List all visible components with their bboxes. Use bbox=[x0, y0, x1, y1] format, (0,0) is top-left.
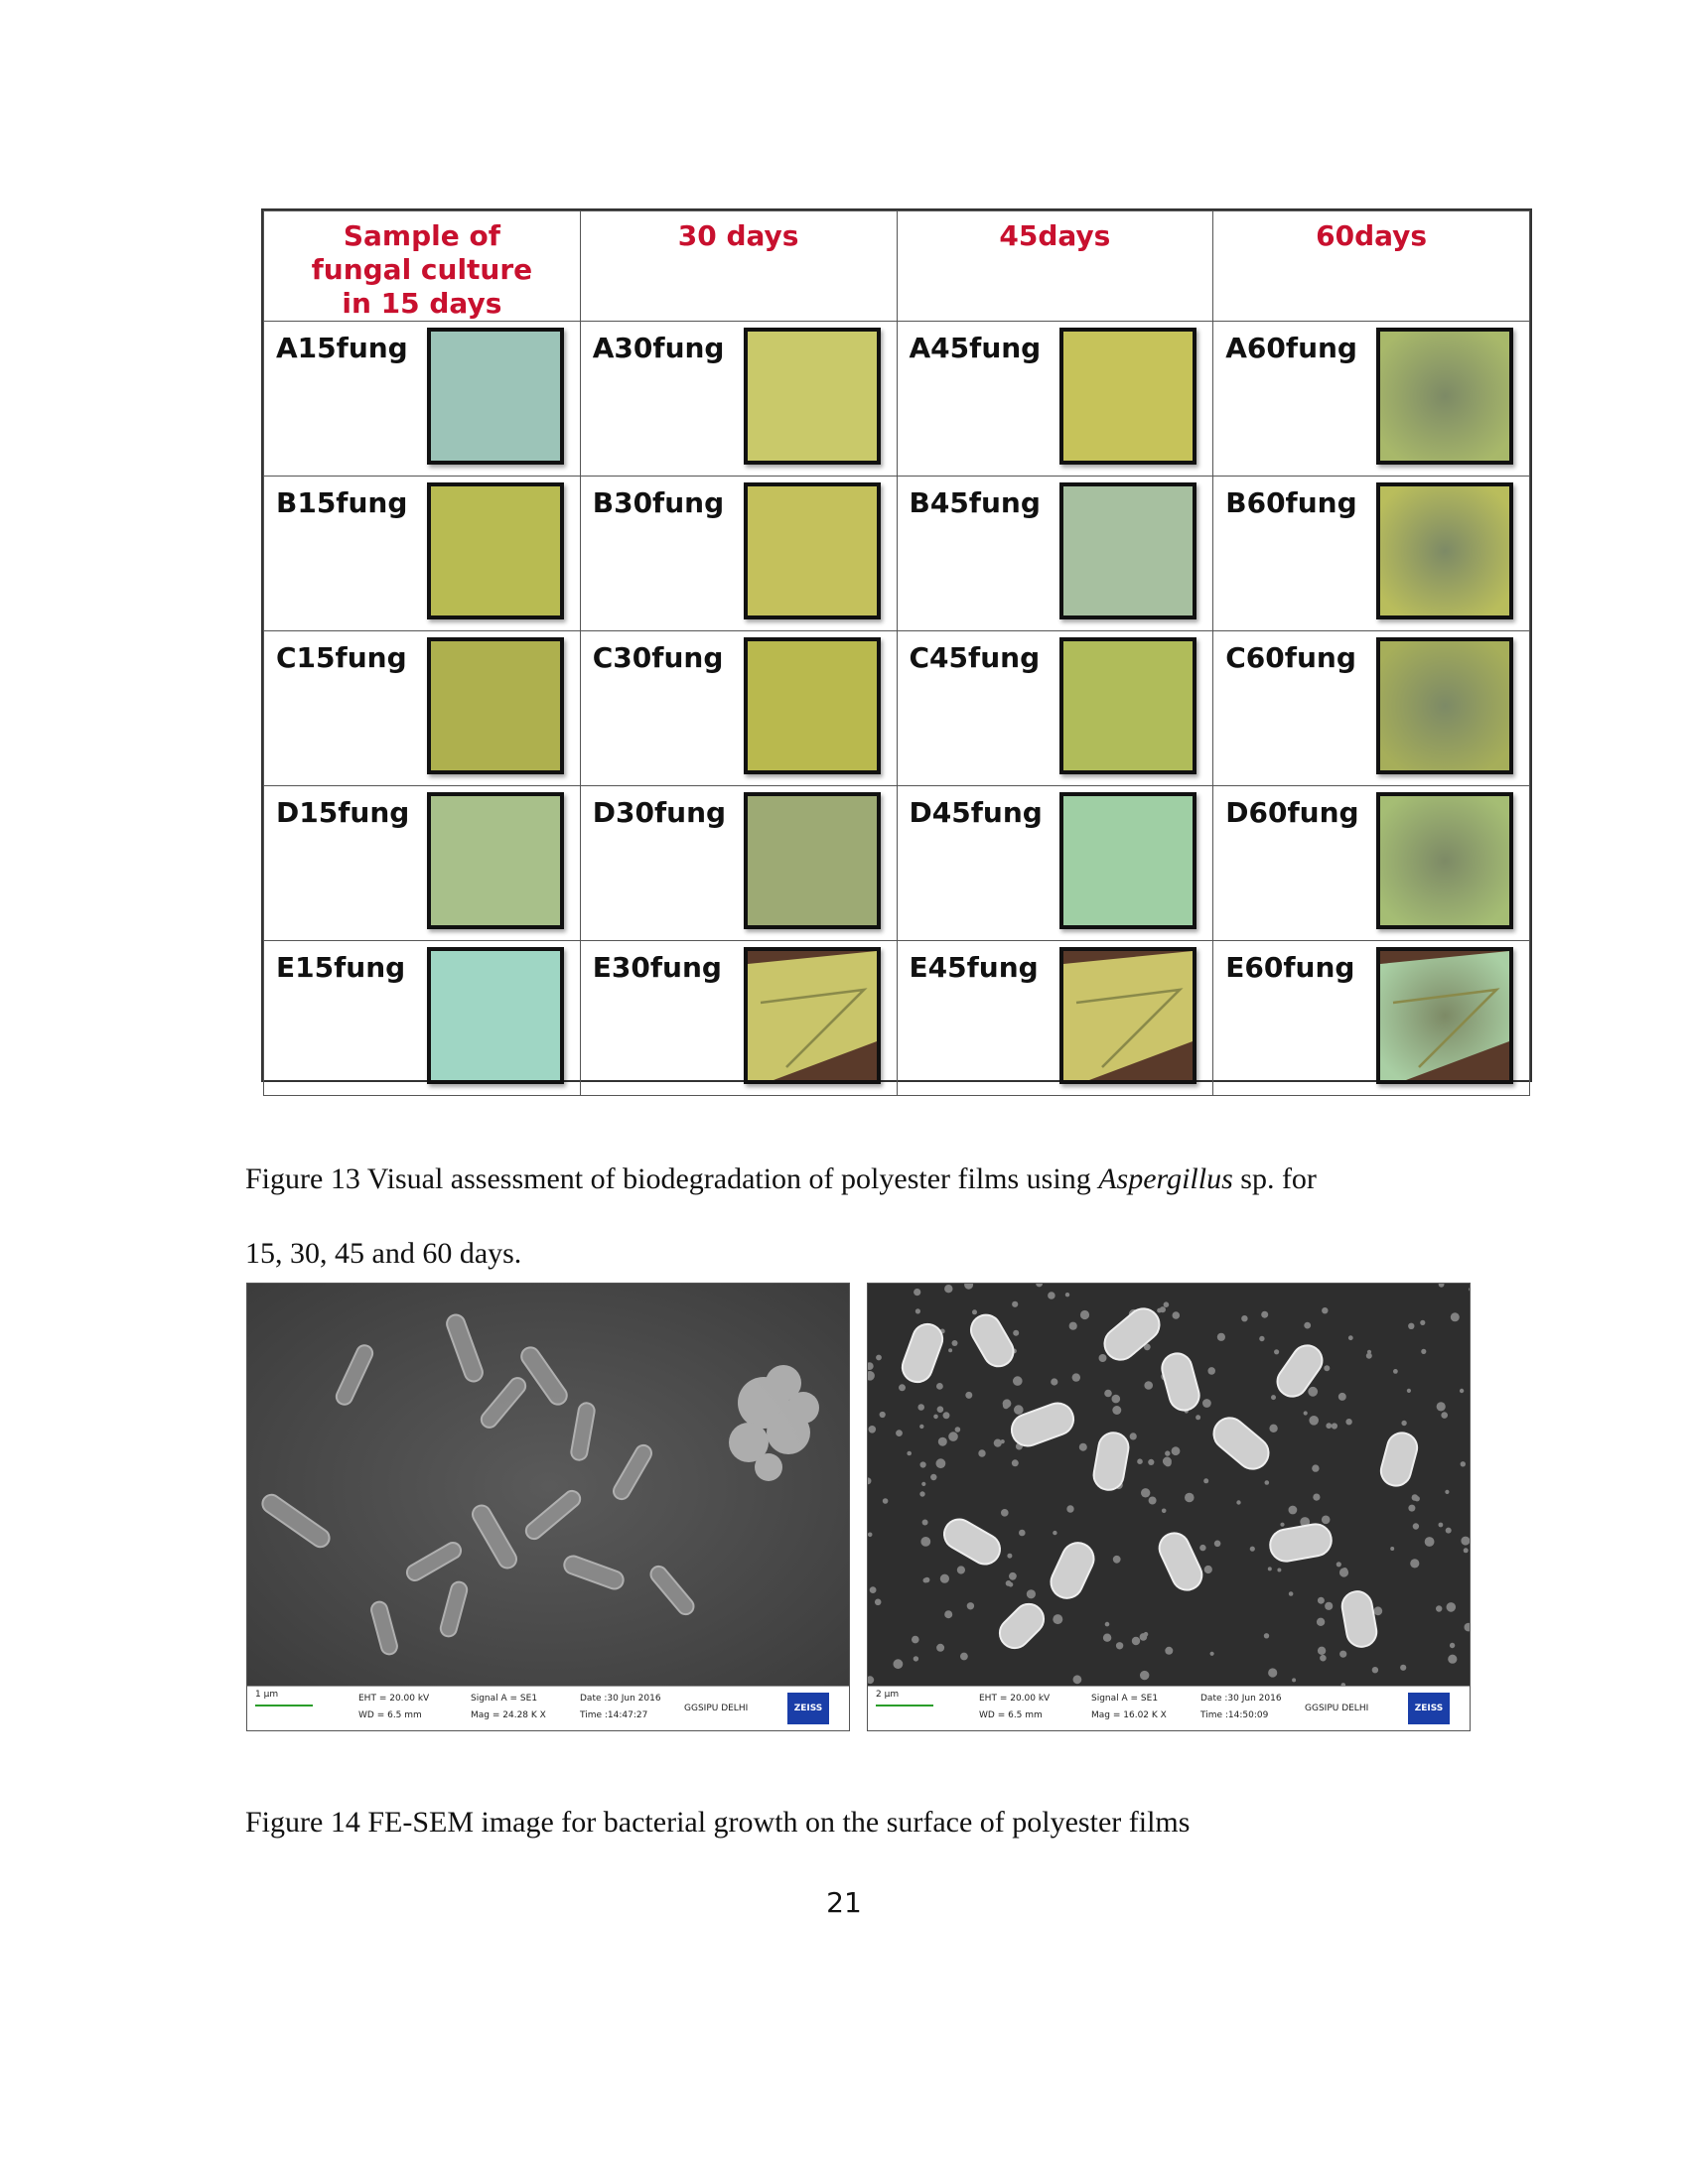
sample-photo bbox=[744, 792, 881, 929]
table-row bbox=[264, 941, 1530, 1096]
sample-label: B45fung bbox=[909, 486, 1041, 520]
figure-13-caption-line2: 15, 30, 45 and 60 days. bbox=[245, 1237, 522, 1270]
scale-label: 2 µm bbox=[876, 1690, 900, 1700]
table-row bbox=[264, 786, 1530, 941]
sem-info-bar-right bbox=[868, 1686, 1470, 1730]
sample-label: B60fung bbox=[1225, 486, 1357, 520]
time-value: Time :14:50:09 bbox=[1200, 1710, 1269, 1720]
sem-micrograph-right bbox=[868, 1284, 1471, 1689]
signal-value: Signal A = SE1 bbox=[1091, 1694, 1159, 1704]
sample-cell bbox=[897, 322, 1213, 477]
sample-cell bbox=[897, 477, 1213, 631]
header-45-days: 45days bbox=[897, 211, 1213, 322]
sample-cell bbox=[580, 322, 897, 477]
zeiss-logo: ZEISS bbox=[787, 1693, 829, 1724]
scale-label: 1 µm bbox=[255, 1690, 279, 1700]
signal-value: Signal A = SE1 bbox=[471, 1694, 538, 1704]
sample-label: E60fung bbox=[1225, 951, 1355, 985]
sample-cell bbox=[580, 786, 897, 941]
eht-value: EHT = 20.00 kV bbox=[979, 1694, 1051, 1704]
sample-photo bbox=[1059, 637, 1196, 774]
table-row bbox=[264, 631, 1530, 786]
mag-value: Mag = 16.02 K X bbox=[1091, 1710, 1167, 1720]
wd-value: WD = 6.5 mm bbox=[358, 1710, 422, 1720]
sample-cell bbox=[264, 477, 581, 631]
sample-label: E45fung bbox=[909, 951, 1039, 985]
sample-cell bbox=[1213, 631, 1530, 786]
sample-cell bbox=[1213, 786, 1530, 941]
sample-label: C15fung bbox=[276, 641, 407, 675]
sample-label: D30fung bbox=[592, 796, 727, 830]
sample-photo bbox=[1376, 328, 1513, 465]
figure-13-caption-line1: Figure 13 Visual assessment of biodegradation of polyester films using Aspergillus sp. for bbox=[245, 1162, 1317, 1195]
header-60-days: 60days bbox=[1213, 211, 1530, 322]
sample-cell bbox=[264, 786, 581, 941]
sample-photo bbox=[1059, 482, 1196, 619]
header-30-days: 30 days bbox=[580, 211, 897, 322]
sample-photo bbox=[427, 637, 564, 774]
sample-cell bbox=[897, 786, 1213, 941]
sample-label: D45fung bbox=[909, 796, 1043, 830]
sample-label: A60fung bbox=[1225, 332, 1357, 365]
sem-micrograph-left bbox=[247, 1284, 850, 1689]
sem-image-left bbox=[246, 1283, 850, 1731]
scale-bar bbox=[876, 1705, 933, 1706]
sample-label: B30fung bbox=[592, 486, 725, 520]
sample-label: E15fung bbox=[276, 951, 406, 985]
sample-label: A15fung bbox=[276, 332, 408, 365]
eht-value: EHT = 20.00 kV bbox=[358, 1694, 430, 1704]
org-label: GGSIPU DELHI bbox=[684, 1704, 749, 1713]
sample-photo bbox=[427, 792, 564, 929]
sample-cell bbox=[1213, 477, 1530, 631]
sample-photo bbox=[427, 482, 564, 619]
sample-cell bbox=[264, 941, 581, 1096]
sample-cell bbox=[1213, 941, 1530, 1096]
header-row bbox=[264, 211, 1530, 322]
time-value: Time :14:47:27 bbox=[580, 1710, 648, 1720]
sample-photo bbox=[744, 947, 881, 1084]
wd-value: WD = 6.5 mm bbox=[979, 1710, 1043, 1720]
sample-label: B15fung bbox=[276, 486, 408, 520]
sample-cell bbox=[897, 941, 1213, 1096]
sample-photo bbox=[744, 328, 881, 465]
sample-label: A30fung bbox=[592, 332, 725, 365]
sample-label: C45fung bbox=[909, 641, 1041, 675]
sample-cell bbox=[580, 941, 897, 1096]
sample-photo bbox=[1376, 947, 1513, 1084]
date-value: Date :30 Jun 2016 bbox=[1200, 1694, 1282, 1704]
sample-photo bbox=[744, 637, 881, 774]
table-row bbox=[264, 322, 1530, 477]
sample-cell bbox=[264, 631, 581, 786]
sample-label: D60fung bbox=[1225, 796, 1359, 830]
sem-image-right bbox=[867, 1283, 1471, 1731]
sample-cell bbox=[580, 477, 897, 631]
zeiss-logo: ZEISS bbox=[1408, 1693, 1450, 1724]
sample-cell bbox=[580, 631, 897, 786]
figure-13-table bbox=[261, 208, 1532, 1082]
table-row bbox=[264, 477, 1530, 631]
date-value: Date :30 Jun 2016 bbox=[580, 1694, 661, 1704]
sem-info-bar-left bbox=[247, 1686, 849, 1730]
scale-bar bbox=[255, 1705, 313, 1706]
sample-photo bbox=[1376, 482, 1513, 619]
sample-label: C60fung bbox=[1225, 641, 1356, 675]
sample-label: D15fung bbox=[276, 796, 410, 830]
sample-photo bbox=[1059, 792, 1196, 929]
sample-cell bbox=[1213, 322, 1530, 477]
sample-photo bbox=[1059, 947, 1196, 1084]
sample-photo bbox=[427, 328, 564, 465]
sample-photo bbox=[427, 947, 564, 1084]
page-number: 21 bbox=[826, 1886, 862, 1919]
sample-photo bbox=[744, 482, 881, 619]
header-15-days: Sample of fungal culture in 15 days bbox=[264, 211, 581, 322]
mag-value: Mag = 24.28 K X bbox=[471, 1710, 546, 1720]
sample-label: A45fung bbox=[909, 332, 1042, 365]
sample-cell bbox=[264, 322, 581, 477]
sample-label: E30fung bbox=[592, 951, 722, 985]
sample-photo bbox=[1059, 328, 1196, 465]
sample-photo bbox=[1376, 637, 1513, 774]
figure-14-caption: Figure 14 FE-SEM image for bacterial growth on the surface of polyester films bbox=[245, 1806, 1191, 1839]
sample-label: C30fung bbox=[592, 641, 724, 675]
sample-cell bbox=[897, 631, 1213, 786]
org-label: GGSIPU DELHI bbox=[1305, 1704, 1369, 1713]
sample-photo bbox=[1376, 792, 1513, 929]
